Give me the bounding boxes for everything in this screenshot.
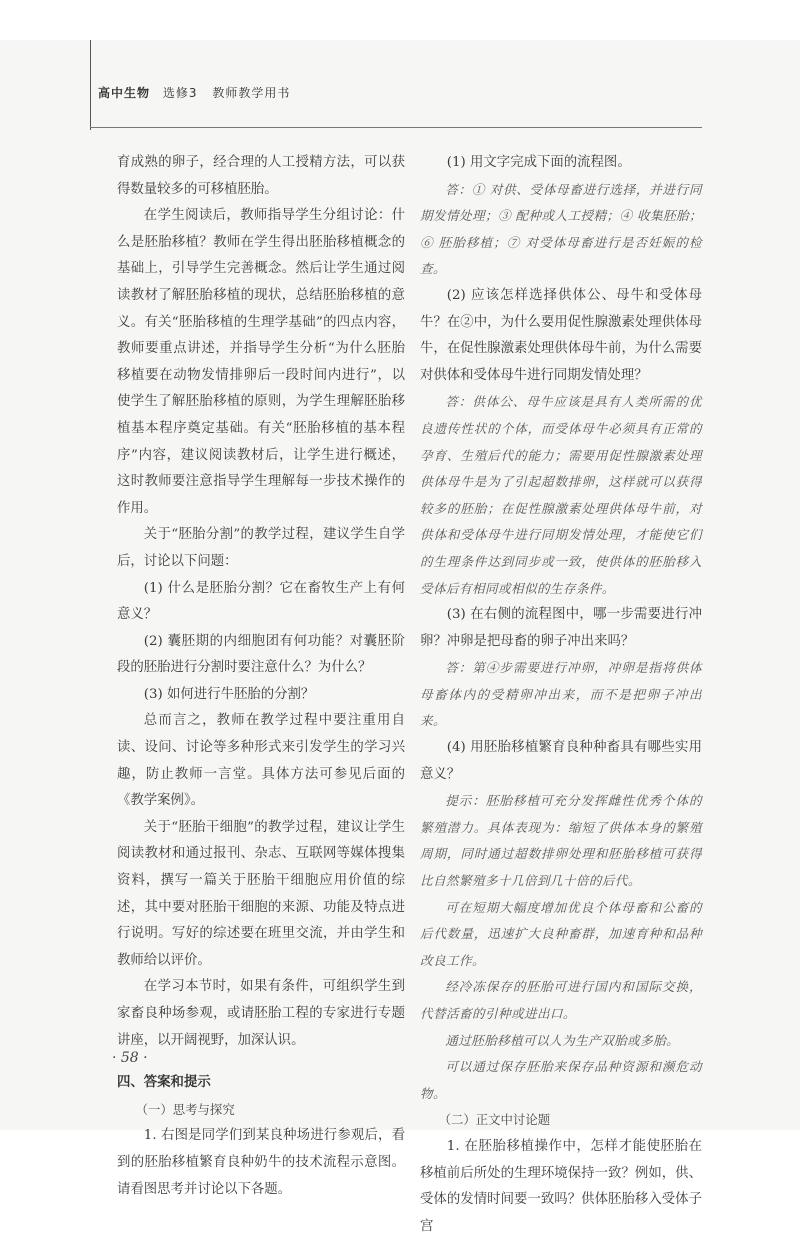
subsection-title: （二）正文中讨论题 xyxy=(438,1112,551,1128)
answer-text: 答：第④步需要进行冲卵，冲卵是指将供体母畜体内的受精卵冲出来，而不是把卵子冲出来。 xyxy=(420,660,702,729)
paragraph: 关于“胚胎分割”的教学过程，建议学生自学后，讨论以下问题： xyxy=(117,527,405,569)
paragraph: 总而言之，教师在教学过程中要注重用自读、设问、讨论等多种形式来引发学生的学习兴趣，防止教师一言堂。具体方法可参见后面的《教学案例》。 xyxy=(117,713,405,809)
paragraph: 育成熟的卵子，经合理的人工授精方法，可以获得数量较多的可移植胚胎。 xyxy=(117,155,405,197)
question-item: (2) 囊胚期的内细胞团有何功能？对囊胚阶段的胚胎进行分割时要注意什么？为什么？ xyxy=(117,633,405,676)
paragraph: 关于“胚胎干细胞”的教学过程，建议让学生阅读教材和通过报刊、杂志、互联网等媒体搜集资料，撰写一篇关于胚胎干细胞应用价值的综述，其中要对胚胎干细胞的来源、功能及特点进行说明。写好的综述要在班里交流，并由学生和教师给以评价。 xyxy=(117,819,405,968)
header-book: 教师教学用书 xyxy=(212,86,291,100)
answer-text: 答：供体公、母牛应该是具有人类所需的优良遗传性状的个体，而受体母牛必须具有正常的孕育、生殖后代的能力；需要用促性腺激素处理供体母牛是为了引起超数排卵，这样就可以获得较多的胚胎；在促性腺激素处理供体母牛前，对供体和受体母牛进行同期发情处理，才能使它们的生理条件达到同步或一致，使供体的胚胎移入受体后有相同或相似的生存条件。 xyxy=(420,394,702,596)
question-item: 1. 在胚胎移植操作中，怎样才能使胚胎在移植前后所处的生理环境保持一致？例如，供、受体的发情时间要一致吗？供体胚胎移入受体子宫 xyxy=(420,1138,702,1234)
question-item: (4) 用胚胎移植繁育良种种畜具有哪些实用意义？ xyxy=(420,740,702,782)
left-column xyxy=(117,150,405,1203)
header-module: 选修3 xyxy=(162,86,198,100)
header-horizontal-rule xyxy=(90,127,702,128)
answer-text: 可在短期大幅度增加优良个体母畜和公畜的后代数量，迅速扩大良种畜群，加速育种和品种改良工作。 xyxy=(420,899,702,968)
answer-text: 经冷冻保存的胚胎可进行国内和国际交换，代替活畜的引种或进出口。 xyxy=(420,979,702,1021)
running-header xyxy=(98,84,290,101)
section-title: 四、答案和提示 xyxy=(117,1075,211,1091)
paragraph: 在学生阅读后，教师指导学生分组讨论：什么是胚胎移植？教师在学生得出胚胎移植概念的基础上，引导学生完善概念。然后让学生通过阅读教材了解胚胎移植的现状，总结胚胎移植的意义。有关“胚胎移植的生理学基础”的四点内容，教师要重点讲述，并指导学生分析“为什么胚胎移植要在动物发情排卵后一段时间内进行”，以使学生了解胚胎移植的原则，为学生理解胚胎移植基本程序奠定基础。有关“胚胎移植的基本程序”内容，建议阅读教材后，让学生进行概述，这时教师要注意指导学生理解每一步技术操作的作用。 xyxy=(117,208,405,516)
answer-text: 通过胚胎移植可以人为生产双胎或多胎。 xyxy=(445,1032,680,1048)
header-vertical-rule xyxy=(90,40,91,130)
answer-text: 提示：胚胎移植可充分发挥雌性优秀个体的繁殖潜力。具体表现为：缩短了供体本身的繁殖周期，同时通过超数排卵处理和胚胎移植可获得比自然繁殖多十几倍到几十倍的后代。 xyxy=(420,793,702,889)
answer-text: 可以通过保存胚胎来保存品种资源和濒危动物。 xyxy=(420,1059,702,1101)
header-subject: 高中生物 xyxy=(98,86,151,100)
paragraph: 1. 右图是同学们到某良种场进行参观后，看到的胚胎移植繁育良种奶牛的技术流程示意图。请看图思考并讨论以下各题。 xyxy=(117,1128,405,1197)
question-item: (1) 什么是胚胎分割？它在畜牧生产上有何意义？ xyxy=(117,580,405,623)
question-item: (2) 应该怎样选择供体公、母牛和受体母牛？在②中，为什么要用促性腺激素处理供体母牛，在促性腺激素处理供体母牛前，为什么需要对供体和受体母牛进行同期发情处理？ xyxy=(420,287,702,383)
page-number: · 58 · xyxy=(112,1050,148,1066)
paragraph: 在学习本节时，如果有条件，可组织学生到家畜良种场参观，或请胚胎工程的专家进行专题讲座，以开阔视野，加深认识。 xyxy=(117,979,405,1048)
subsection-title: （一）思考与探究 xyxy=(135,1101,235,1117)
right-column xyxy=(420,150,702,1240)
answer-text: 答：① 对供、受体母畜进行选择，并进行同期发情处理；③ 配种或人工授精；④ 收集胚胎；⑥ 胚胎移植；⑦ 对受体母畜进行是否妊娠的检查。 xyxy=(420,181,702,277)
question-item: (3) 在右侧的流程图中，哪一步需要进行冲卵？冲卵是把母畜的卵子冲出来吗？ xyxy=(420,607,702,649)
question-item: (3) 如何进行牛胚胎的分割？ xyxy=(143,686,315,702)
question-item: (1) 用文字完成下面的流程图。 xyxy=(446,155,631,170)
